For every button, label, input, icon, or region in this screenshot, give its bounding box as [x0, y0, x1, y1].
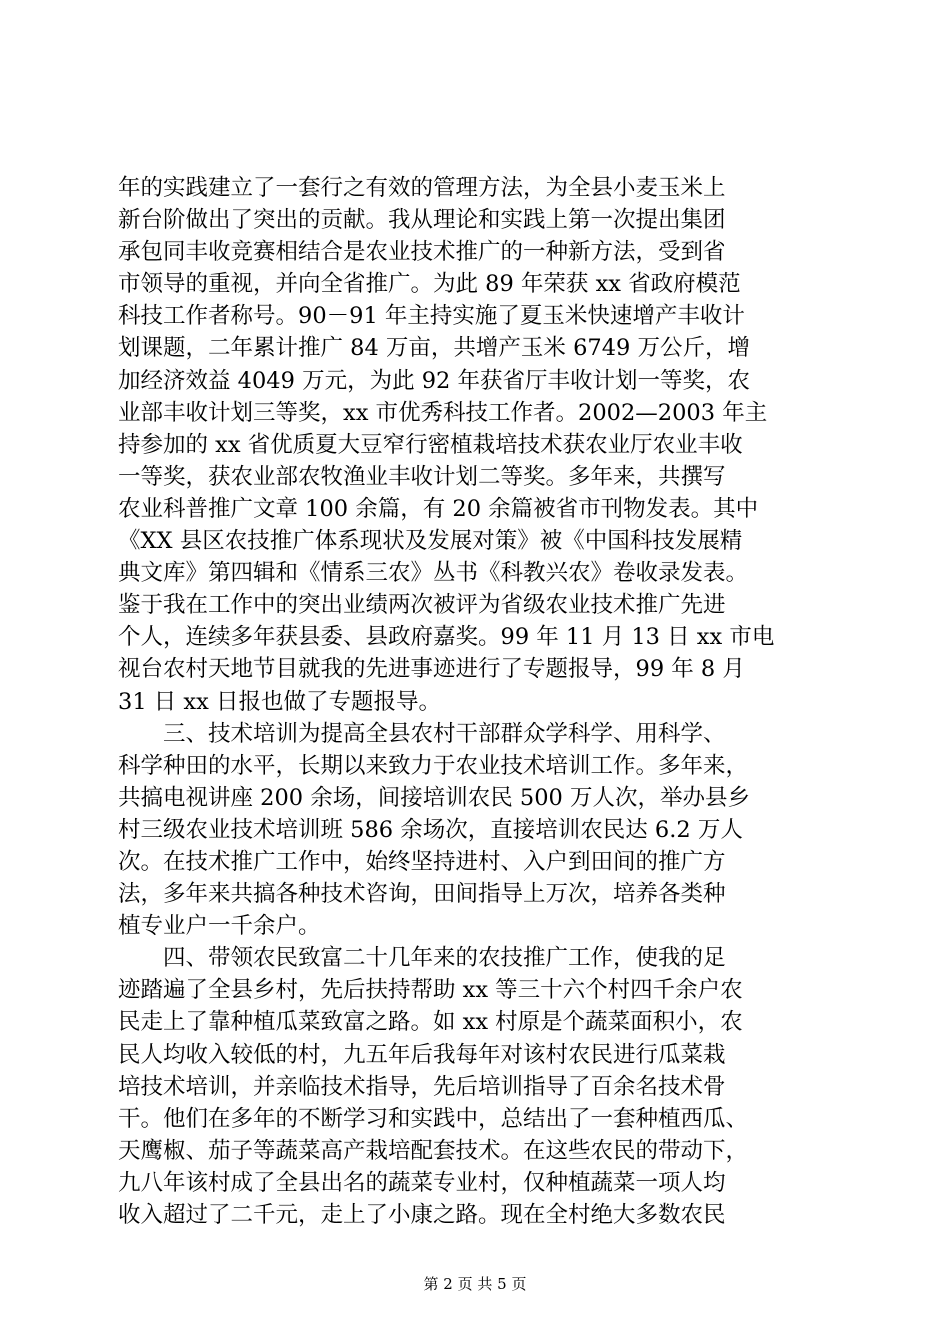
text-line: 承包同丰收竞赛相结合是农业技术推广的一种新方法，受到省: [118, 239, 726, 266]
text-line: 科技工作者称号。90－91 年主持实施了夏玉米快速增产丰收计: [118, 303, 745, 330]
text-line: 持参加的 xx 省优质夏大豆窄行密植栽培技术获农业厅农业丰收: [118, 431, 743, 458]
text-line: 划课题，二年累计推广 84 万亩，共增产玉米 6749 万公斤，增: [118, 335, 751, 362]
text-line: 业部丰收计划三等奖，xx 市优秀科技工作者。2002—2003 年主: [118, 399, 768, 426]
text-line: 鉴于我在工作中的突出业绩两次被评为省级农业技术推广先进: [118, 592, 726, 619]
text-line: 培技术培训，并亲临技术指导，先后培训指导了百余名技术骨: [118, 1073, 726, 1100]
text-line: 市领导的重视，并向全省推广。为此 89 年荣获 xx 省政府模范: [118, 271, 741, 298]
text-line: 个人，连续多年获县委、县政府嘉奖。99 年 11 月 13 日 xx 市电: [118, 624, 775, 651]
paragraph-start-line: 三、技术培训为提高全县农村干部群众学科学、用科学、: [163, 720, 726, 747]
text-line: 干。他们在多年的不断学习和实践中，总结出了一套种植西瓜、: [118, 1105, 749, 1132]
text-line: 植专业户一千余户。: [118, 913, 321, 940]
text-line: 共搞电视讲座 200 余场，间接培训农民 500 万人次，举办县乡: [118, 784, 751, 811]
text-line: 迹踏遍了全县乡村，先后扶持帮助 xx 等三十六个村四千余户农: [118, 977, 743, 1004]
paragraph-start-line: 四、带领农民致富二十几年来的农技推广工作，使我的足: [163, 945, 726, 972]
body-text: [118, 172, 833, 1231]
text-line: 次。在技术推广工作中，始终坚持进村、入户到田间的推广方: [118, 848, 726, 875]
text-line: 视台农村天地节目就我的先进事迹进行了专题报导，99 年 8 月: [118, 656, 745, 683]
text-line: 新台阶做出了突出的贡献。我从理论和实践上第一次提出集团: [118, 207, 726, 234]
page-footer: 第 2 页 共 5 页: [423, 1275, 527, 1293]
text-line: 法，多年来共搞各种技术咨询，田间指导上万次，培养各类种: [118, 881, 726, 908]
text-line: 科学种田的水平，长期以来致力于农业技术培训工作。多年来，: [118, 752, 749, 779]
text-line: 收入超过了二千元，走上了小康之路。现在全村绝大多数农民: [118, 1202, 726, 1228]
text-line: 村三级农业技术培训班 586 余场次，直接培训农民达 6.2 万人: [118, 816, 743, 843]
text-line: 典文库》第四辑和《情系三农》丛书《科教兴农》卷收录发表。: [118, 560, 749, 587]
text-line: 天鹰椒、茄子等蔬菜高产栽培配套技术。在这些农民的带动下，: [118, 1137, 749, 1164]
text-line: 一等奖，获农业部农牧渔业丰收计划二等奖。多年来，共撰写: [118, 463, 726, 490]
text-line: 九八年该村成了全县出名的蔬菜专业村，仅种植蔬菜一项人均: [118, 1169, 726, 1196]
text-line: 《XX 县区农技推广体系现状及发展对策》被《中国科技发展精: [118, 528, 743, 555]
text-line: 年的实践建立了一套行之有效的管理方法，为全县小麦玉米上: [118, 175, 726, 201]
text-line: 民走上了靠种植瓜菜致富之路。如 xx 村原是个蔬菜面积小，农: [118, 1009, 743, 1036]
text-line: 31 日 xx 日报也做了专题报导。: [118, 688, 441, 715]
text-line: 民人均收入较低的村，九五年后我每年对该村农民进行瓜菜栽: [118, 1041, 726, 1068]
text-line: 农业科普推广文章 100 余篇，有 20 余篇被省市刊物发表。其中: [118, 495, 759, 522]
text-line: 加经济效益 4049 万元，为此 92 年获省厅丰收计划一等奖，农: [118, 367, 751, 394]
